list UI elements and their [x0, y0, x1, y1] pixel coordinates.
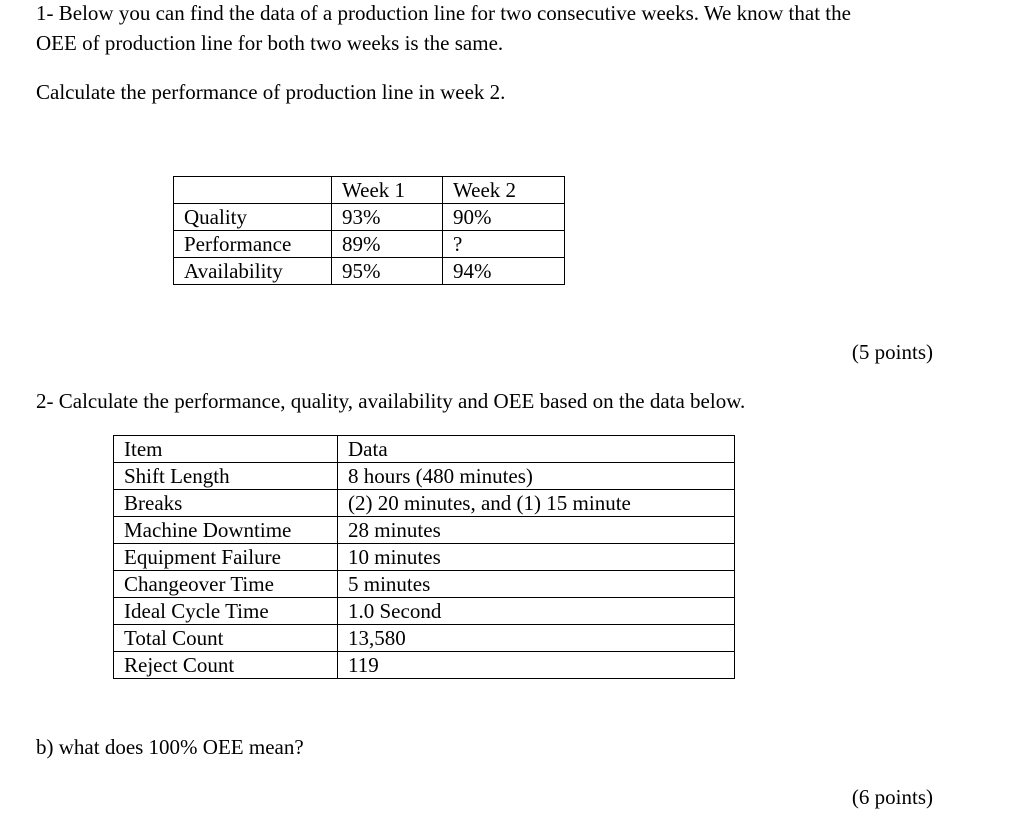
table-cell: 94%	[443, 258, 565, 285]
table-header-row	[114, 436, 735, 463]
q1-text-line1: 1- Below you can find the data of a production line for two consecutive weeks. We know that the	[36, 1, 851, 25]
table-header-cell: Data	[338, 436, 735, 463]
table-row	[114, 463, 735, 490]
table-cell: 5 minutes	[338, 571, 735, 598]
q1-prompt: Calculate the performance of production line in week 2.	[36, 80, 506, 104]
table-header-cell: Week 2	[443, 177, 565, 204]
table-header-cell: Week 1	[332, 177, 443, 204]
table-cell: 1.0 Second	[338, 598, 735, 625]
table-cell: 28 minutes	[338, 517, 735, 544]
table-cell: Machine Downtime	[114, 517, 338, 544]
weekly-metrics-table	[173, 176, 565, 285]
q1-points: (5 points)	[851, 340, 933, 364]
table-cell: 90%	[443, 204, 565, 231]
table-row	[114, 598, 735, 625]
table-cell: 95%	[332, 258, 443, 285]
table-row	[114, 571, 735, 598]
table-cell: Shift Length	[114, 463, 338, 490]
q2-points: (6 points)	[851, 785, 933, 809]
table-cell: Reject Count	[114, 652, 338, 679]
table-row	[114, 652, 735, 679]
table-cell: 8 hours (480 minutes)	[338, 463, 735, 490]
table-header-row	[174, 177, 565, 204]
table-row	[174, 258, 565, 285]
table-cell: Equipment Failure	[114, 544, 338, 571]
table-row	[114, 490, 735, 517]
table-cell: Total Count	[114, 625, 338, 652]
table-header-cell	[174, 177, 332, 204]
q2-prompt: 2- Calculate the performance, quality, availability and OEE based on the data below.	[36, 389, 746, 413]
table-row	[114, 544, 735, 571]
table-row	[114, 625, 735, 652]
table-cell: (2) 20 minutes, and (1) 15 minute	[338, 490, 735, 517]
table-row	[174, 231, 565, 258]
table-cell: 89%	[332, 231, 443, 258]
table-cell: ?	[443, 231, 565, 258]
table-row	[114, 517, 735, 544]
q2-sub-b: b) what does 100% OEE mean?	[36, 735, 304, 759]
table-cell: Ideal Cycle Time	[114, 598, 338, 625]
table-cell: Performance	[174, 231, 332, 258]
table-cell: 13,580	[338, 625, 735, 652]
table-cell: 119	[338, 652, 735, 679]
table-cell: 93%	[332, 204, 443, 231]
table-cell: Changeover Time	[114, 571, 338, 598]
table-cell: Availability	[174, 258, 332, 285]
table-cell: 10 minutes	[338, 544, 735, 571]
table-cell: Breaks	[114, 490, 338, 517]
production-data-table	[113, 435, 735, 679]
table-row	[174, 204, 565, 231]
q1-text-line2: OEE of production line for both two weeks is the same.	[36, 31, 504, 55]
table-cell: Quality	[174, 204, 332, 231]
table-header-cell: Item	[114, 436, 338, 463]
